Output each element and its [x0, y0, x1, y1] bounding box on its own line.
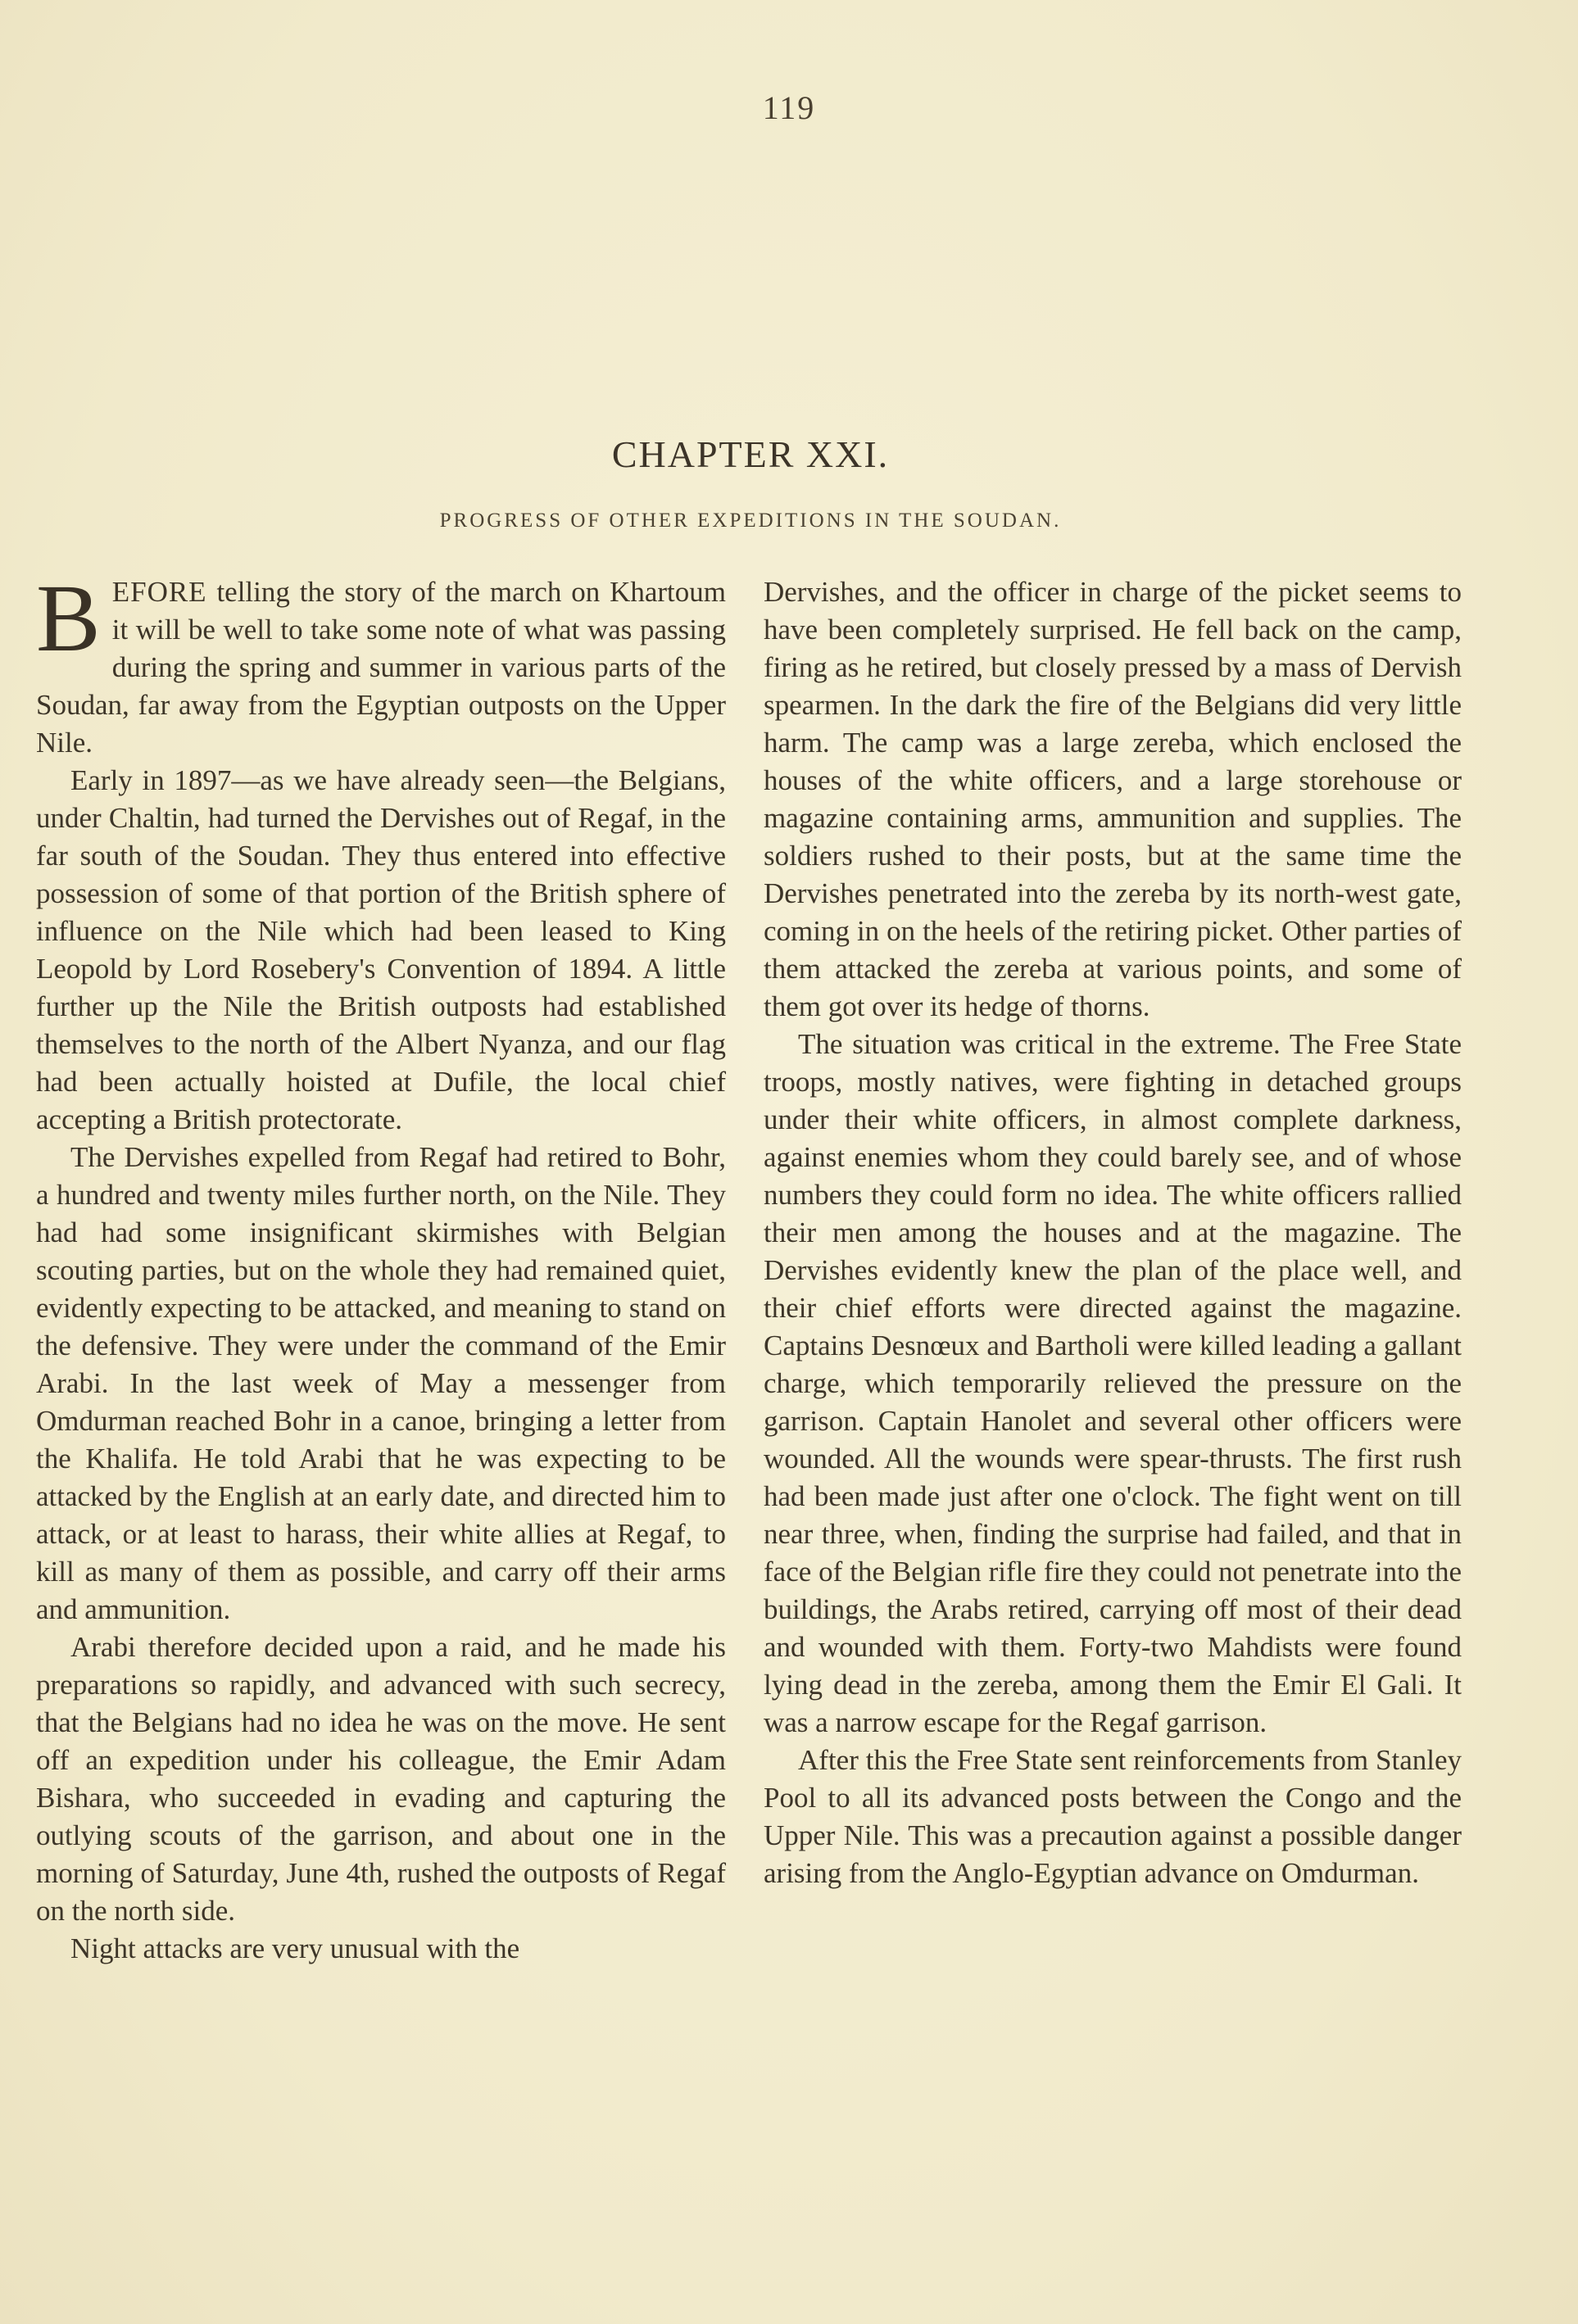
chapter-subtitle: PROGRESS OF OTHER EXPEDITIONS IN THE SOUDAN. [439, 510, 1062, 532]
paragraph: Night attacks are very unusual with the [70, 1932, 520, 1964]
left-column [36, 564, 726, 1968]
paragraph [36, 564, 726, 762]
chapter-title: CHAPTER XXI. [611, 433, 890, 475]
page-number: 119 [762, 89, 816, 126]
paragraph: Dervishes, and the officer in charge of the picket seems to have been completely surprised. He fell back on the camp, firing as he retired, but closely pressed by a mass of Dervish spearmen. In the dark the fire of the Belgians did very little harm. The camp was a large zereba, which enclosed the houses of the white officers, and a large storehouse or magazine containing arms, ammunition and supplies. The soldiers rushed to their posts, but at the same time the Dervishes penetrated into the zereba by its north-west gate, coming in on the heels of the retiring picket. Other parties of them attacked the zereba at various points, and some of them got over its hedge of thorns. [764, 576, 1462, 1022]
paragraph: The situation was critical in the extreme. The Free State troops, mostly natives, were fighting in detached groups under their white officers, in almost complete darkness, against enemies whom they could barely see, and of whose numbers they could form no idea. The white officers rallied their men among the houses and at the magazine. The Dervishes evidently knew the plan of the place well, and their chief efforts were directed against the magazine. Captains Desnœux and Bartholi were killed leading a gallant charge, which temporarily relieved the pressure on the garrison. Captain Hanolet and several other officers were wounded. All the wounds were spear-thrusts. The first rush had been made just after one o'clock. The fight went on till near three, when, finding the surprise had failed, and that in face of the Belgian rifle fire they could not penetrate into the buildings, the Arabs retired, carrying off most of their dead and wounded with them. Forty-two Mahdists were found lying dead in the zereba, among them the Emir El Gali. It was a narrow escape for the Regaf garrison. [764, 1028, 1462, 1738]
paragraph: After this the Free State sent reinforcements from Stanley Pool to all its advanced posts between the Congo and the Upper Nile. This was a precaution against a possible danger arising from the Anglo-Egyptian advance on Omdurman. [764, 1744, 1462, 1889]
paragraph: Early in 1897—as we have already seen—the Belgians, under Chaltin, had turned the Dervishes out of Regaf, in the far south of the Soudan. They thus entered into effective possession of some of that portion of the British sphere of influence on the Nile which had been leased to King Leopold by Lord Rosebery's Convention of 1894. A little further up the Nile the British outposts had established themselves to the north of the Albert Nyanza, and our flag had been actually hoisted at Dufile, the local chief accepting a British protectorate. [36, 764, 726, 1135]
paragraph: The Dervishes expelled from Regaf had retired to Bohr, a hundred and twenty miles further north, on the Nile. They had had some insignificant skirmishes with Belgian scouting parties, but on the whole they had remained quiet, evidently expecting to be attacked, and meaning to stand on the defensive. They were under the command of the Emir Arabi. In the last week of May a messenger from Omdurman reached Bohr in a canoe, bringing a letter from the Khalifa. He told Arabi that he was expecting to be attacked by the English at an early date, and directed him to attack, or at least to harass, their white allies at Regaf, to kill as many of them as possible, and carry off their arms and ammunition. [36, 1141, 726, 1625]
drop-cap: B [36, 564, 101, 672]
paragraph: Arabi therefore decided upon a raid, and he made his preparations so rapidly, and advanced with such secrecy, that the Belgians had no idea he was on the move. He sent off an expedition under his colleague, the Emir Adam Bishara, who succeeded in evading and capturing the outlying scouts of the garrison, and about one in the morning of Saturday, June 4th, rushed the outposts of Regaf on the north side. [36, 1631, 726, 1927]
first-word-rest: EFORE [111, 576, 207, 608]
right-column [764, 573, 1462, 1892]
paragraph-text: telling the story of the march on Khartoum it will be well to take some note of what was passing during the spring and summer in various parts of the Soudan, far away from the Egyptian outposts on the Upper Nile. [36, 576, 726, 759]
